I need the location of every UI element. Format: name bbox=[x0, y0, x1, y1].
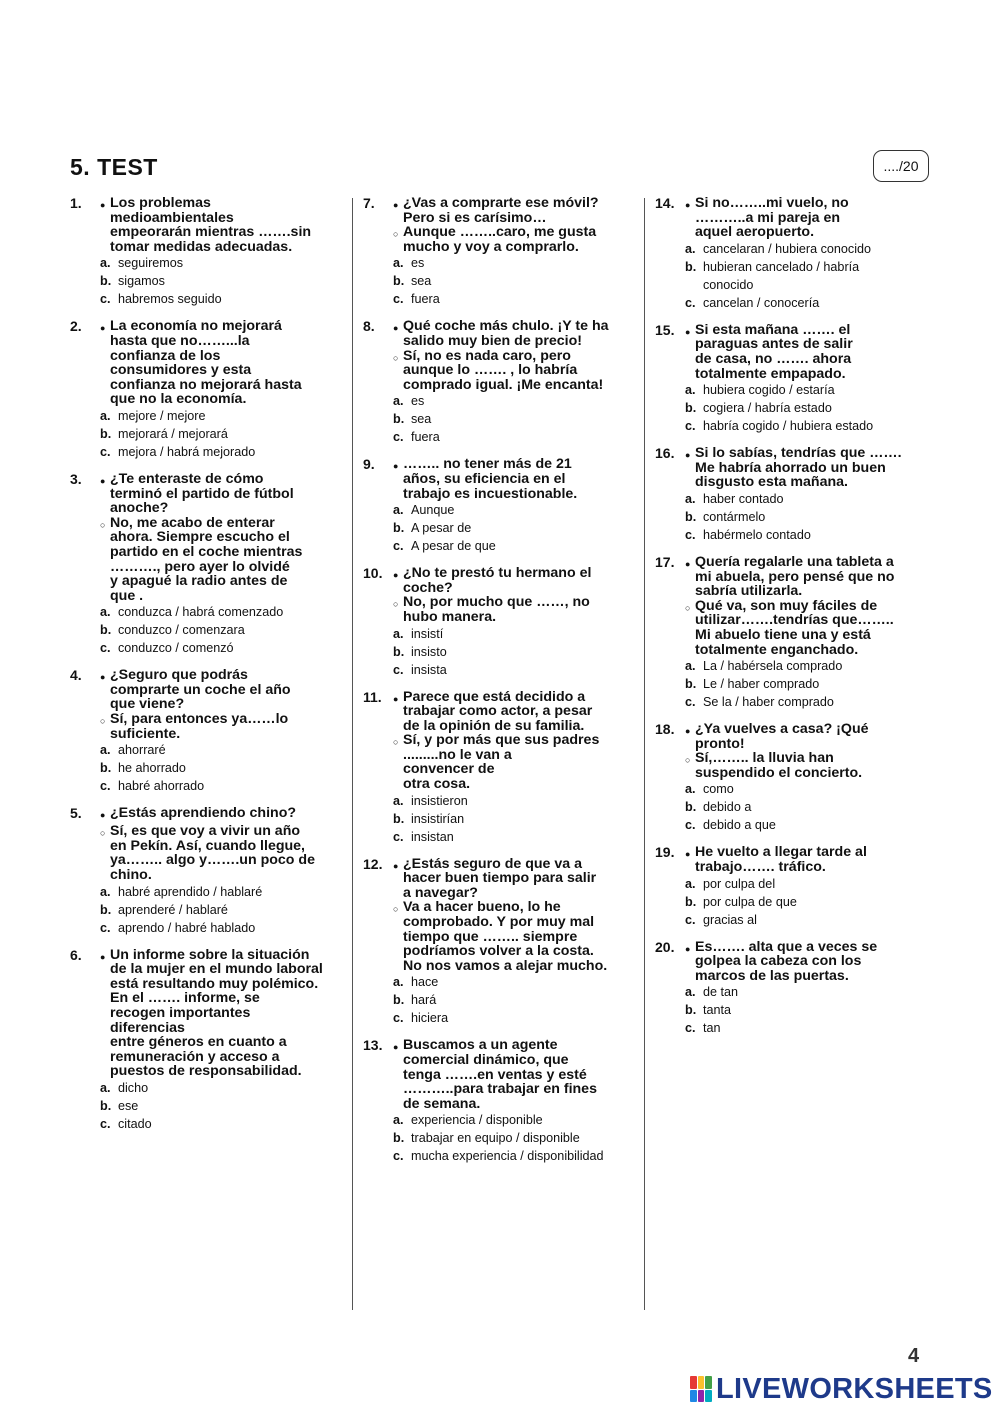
option-letter: a. bbox=[393, 793, 404, 808]
option-text: contármelo bbox=[703, 509, 766, 524]
question-item bbox=[363, 857, 638, 1028]
speaker-bullet-icon: ● bbox=[100, 672, 106, 683]
option-text: he ahorrado bbox=[118, 761, 186, 776]
answer-option[interactable] bbox=[100, 919, 342, 937]
answer-option[interactable] bbox=[100, 901, 342, 919]
option-letter: a. bbox=[100, 256, 111, 271]
answer-option[interactable] bbox=[685, 780, 930, 798]
reply-circle-icon: ○ bbox=[393, 904, 399, 915]
question-number: 20. bbox=[655, 938, 675, 955]
question-text: Quería regalarle una tableta a mi abuela, pero pensé que no sabría utilizarla. bbox=[695, 553, 895, 600]
option-letter: a. bbox=[100, 884, 111, 899]
option-letter: c. bbox=[100, 920, 111, 935]
option-text: insistí bbox=[411, 626, 444, 641]
answer-option[interactable] bbox=[393, 410, 638, 428]
option-text: tanta bbox=[703, 1003, 732, 1018]
speaker-bullet-icon: ● bbox=[100, 810, 106, 821]
answer-option[interactable] bbox=[393, 973, 638, 991]
option-text: dicho bbox=[118, 1080, 149, 1095]
question-item bbox=[70, 196, 342, 308]
question-text: La economía no mejorará hasta que no……...la confianza de los consumidores y esta confianza no mejorará hasta que no la economía. bbox=[110, 318, 302, 408]
question-number: 10. bbox=[363, 565, 383, 582]
option-letter: b. bbox=[100, 623, 112, 638]
option-text: cogiera / habría estado bbox=[703, 401, 832, 416]
question-number: 11. bbox=[363, 688, 382, 705]
question-number: 6. bbox=[70, 946, 82, 963]
option-letter: a. bbox=[393, 256, 404, 271]
question-text: Es……. alta que a veces se golpea la cabeza con los marcos de las puertas. bbox=[695, 938, 878, 984]
answer-option[interactable] bbox=[100, 639, 342, 657]
option-letter: b. bbox=[393, 644, 405, 659]
option-letter: c. bbox=[685, 295, 696, 310]
speaker-bullet-icon: ● bbox=[393, 860, 399, 871]
answer-option[interactable] bbox=[393, 1129, 638, 1147]
question-number: 15. bbox=[655, 321, 675, 338]
answer-option[interactable] bbox=[393, 254, 638, 272]
answer-option[interactable] bbox=[685, 798, 930, 816]
question-text: Qué va, son muy fáciles de utilizar…….tendrías que…….. Mi abuelo tiene una y está totalmente enganchado. bbox=[695, 597, 894, 658]
question-item bbox=[70, 668, 342, 795]
question-text: Va a hacer bueno, lo he comprobado. Y por muy mal tiempo que …….. siempre podríamos volver a la costa. No nos vamos a alejar mucho. bbox=[403, 899, 608, 974]
option-letter: c. bbox=[100, 292, 111, 307]
question-text: ¿Estás seguro de que va a hacer buen tiempo para salir a navegar? bbox=[403, 855, 597, 901]
option-letter: c. bbox=[100, 1116, 111, 1131]
option-text: seguiremos bbox=[118, 256, 184, 271]
option-letter: c. bbox=[100, 779, 111, 794]
question-text: ¿Vas a comprarte ese móvil? Pero si es carísimo… bbox=[403, 195, 599, 226]
option-text: insistan bbox=[411, 829, 454, 844]
score-box: ..../20 bbox=[873, 150, 929, 182]
question-column-1 bbox=[70, 196, 342, 1144]
question-text: Si esta mañana ……. el paraguas antes de salir de casa, no ……. ahora totalmente empapado. bbox=[695, 321, 853, 382]
option-text: trabajar en equipo / disponible bbox=[411, 1131, 580, 1146]
answer-option[interactable] bbox=[100, 759, 342, 777]
option-text: aprenderé / hablaré bbox=[118, 902, 228, 917]
reply-circle-icon: ○ bbox=[393, 599, 399, 610]
option-text: mejorará / mejorará bbox=[118, 426, 228, 441]
answer-option[interactable] bbox=[685, 258, 930, 294]
option-letter: c. bbox=[685, 419, 696, 434]
question-number: 8. bbox=[363, 318, 375, 335]
question-text: Sí,…….. la lluvia han suspendido el concierto. bbox=[695, 750, 863, 781]
question-item bbox=[70, 472, 342, 657]
option-text: fuera bbox=[411, 292, 440, 307]
option-text: habré ahorrado bbox=[118, 779, 205, 794]
option-letter: a. bbox=[685, 241, 696, 256]
option-text: hace bbox=[411, 975, 439, 990]
answer-option[interactable] bbox=[685, 983, 930, 1001]
option-text: es bbox=[411, 394, 425, 409]
option-text: hiciera bbox=[411, 1011, 449, 1026]
option-text: habremos seguido bbox=[118, 292, 222, 307]
answer-option[interactable] bbox=[685, 399, 930, 417]
question-item bbox=[363, 457, 638, 555]
question-text: Qué coche más chulo. ¡Y te ha salido muy bien de precio! bbox=[403, 318, 609, 349]
question-text: Sí, no es nada caro, pero aunque lo ……. , lo habría comprado igual. ¡Me encanta! bbox=[403, 347, 604, 393]
option-text: debido a que bbox=[703, 818, 776, 833]
question-item bbox=[363, 690, 638, 846]
option-letter: a. bbox=[393, 626, 404, 641]
option-text: es bbox=[411, 256, 425, 271]
option-text: cancelan / conocería bbox=[703, 295, 820, 310]
option-letter: a. bbox=[393, 1113, 404, 1128]
answer-option[interactable] bbox=[100, 272, 342, 290]
question-text: ¿Te enteraste de cómo terminó el partido de fútbol anoche? bbox=[110, 470, 294, 517]
option-text: Aunque bbox=[411, 503, 455, 518]
option-letter: a. bbox=[685, 876, 696, 891]
question-number: 7. bbox=[363, 195, 375, 211]
answer-option[interactable] bbox=[393, 519, 638, 537]
option-text: Se la / haber comprado bbox=[703, 695, 834, 710]
option-text: aprendo / habré hablado bbox=[118, 920, 256, 935]
answer-option[interactable] bbox=[685, 875, 930, 893]
option-letter: c. bbox=[685, 1021, 696, 1036]
option-text: La / habérsela comprado bbox=[703, 659, 843, 674]
option-letter: c. bbox=[393, 539, 404, 554]
question-text: He vuelto a llegar tarde al trabajo……. tráfico. bbox=[695, 844, 867, 876]
question-item bbox=[655, 940, 930, 1038]
option-text: de tan bbox=[703, 985, 739, 1000]
question-item bbox=[70, 948, 342, 1133]
answer-option[interactable] bbox=[685, 893, 930, 911]
option-letter: b. bbox=[393, 811, 405, 826]
reply-circle-icon: ○ bbox=[685, 755, 691, 766]
option-letter: a. bbox=[100, 408, 111, 423]
answer-option[interactable] bbox=[100, 407, 342, 425]
option-letter: b. bbox=[100, 426, 112, 441]
logo-square bbox=[705, 1376, 712, 1389]
logo-text: LIVEWORKSHEETS bbox=[716, 1372, 993, 1405]
answer-option[interactable] bbox=[685, 1019, 930, 1037]
option-text: conduzco / comenzara bbox=[118, 623, 245, 638]
option-text: como bbox=[703, 782, 734, 797]
page-number: 4 bbox=[908, 1345, 920, 1367]
option-text: experiencia / disponible bbox=[411, 1113, 543, 1128]
reply-circle-icon: ○ bbox=[100, 828, 106, 839]
option-letter: b. bbox=[393, 521, 405, 536]
option-letter: b. bbox=[100, 761, 112, 776]
answer-option[interactable] bbox=[393, 643, 638, 661]
answer-option[interactable] bbox=[100, 443, 342, 461]
column-divider bbox=[352, 198, 353, 1310]
answer-option[interactable] bbox=[100, 425, 342, 443]
question-number: 1. bbox=[70, 195, 82, 211]
question-text: ¿Estás aprendiendo chino? bbox=[110, 805, 297, 822]
logo-square bbox=[690, 1376, 697, 1389]
option-letter: c. bbox=[100, 444, 111, 459]
reply-circle-icon: ○ bbox=[393, 229, 399, 240]
question-item bbox=[655, 323, 930, 435]
option-text: tan bbox=[703, 1021, 721, 1036]
speaker-bullet-icon: ● bbox=[685, 200, 691, 210]
option-letter: a. bbox=[393, 503, 404, 518]
option-text: conduzca / habrá comenzado bbox=[118, 605, 284, 620]
speaker-bullet-icon: ● bbox=[100, 323, 106, 334]
speaker-bullet-icon: ● bbox=[393, 200, 399, 210]
question-item bbox=[70, 319, 342, 461]
question-number: 19. bbox=[655, 844, 675, 861]
answer-option[interactable] bbox=[393, 501, 638, 519]
answer-option[interactable] bbox=[685, 911, 930, 929]
option-letter: b. bbox=[685, 259, 697, 274]
option-text: insisto bbox=[411, 644, 447, 659]
reply-circle-icon: ○ bbox=[393, 737, 399, 748]
option-letter: c. bbox=[685, 818, 696, 833]
option-letter: a. bbox=[100, 605, 111, 620]
option-text: debido a bbox=[703, 800, 752, 815]
question-column-2 bbox=[363, 196, 638, 1176]
question-number: 14. bbox=[655, 195, 675, 211]
answer-option[interactable] bbox=[393, 625, 638, 643]
question-text: Sí, y por más que sus padres .........no le van a convencer de otra cosa. bbox=[403, 732, 600, 793]
option-letter: b. bbox=[393, 993, 405, 1008]
answer-option[interactable] bbox=[393, 392, 638, 410]
option-text: fuera bbox=[411, 430, 440, 445]
option-text: conduzco / comenzó bbox=[118, 641, 234, 656]
speaker-bullet-icon: ● bbox=[100, 475, 106, 486]
option-text: insistieron bbox=[411, 793, 468, 808]
answer-option[interactable] bbox=[393, 810, 638, 828]
answer-option[interactable] bbox=[100, 621, 342, 639]
answer-option[interactable] bbox=[393, 537, 638, 555]
answer-option[interactable] bbox=[685, 240, 930, 258]
option-text: sea bbox=[411, 274, 432, 289]
speaker-bullet-icon: ● bbox=[685, 726, 691, 737]
question-item bbox=[363, 319, 638, 446]
question-item bbox=[655, 845, 930, 928]
logo-mark-icon bbox=[690, 1376, 712, 1402]
option-text: insista bbox=[411, 662, 447, 677]
answer-option[interactable] bbox=[100, 883, 342, 901]
option-letter: b. bbox=[393, 1131, 405, 1146]
answer-option[interactable] bbox=[393, 991, 638, 1009]
answer-option[interactable] bbox=[685, 508, 930, 526]
speaker-bullet-icon: ● bbox=[100, 951, 106, 962]
answer-option[interactable] bbox=[393, 272, 638, 290]
option-letter: a. bbox=[685, 985, 696, 1000]
speaker-bullet-icon: ● bbox=[685, 943, 691, 954]
reply-circle-icon: ○ bbox=[100, 716, 106, 727]
answer-option[interactable] bbox=[393, 792, 638, 810]
answer-option[interactable] bbox=[685, 381, 930, 399]
option-text: habré aprendido / hablaré bbox=[118, 884, 263, 899]
option-text: A pesar de que bbox=[411, 539, 496, 554]
question-number: 12. bbox=[363, 855, 383, 872]
reply-circle-icon: ○ bbox=[100, 519, 106, 530]
question-number: 17. bbox=[655, 553, 675, 570]
option-text: hará bbox=[411, 993, 437, 1008]
speaker-bullet-icon: ● bbox=[393, 461, 399, 472]
speaker-bullet-icon: ● bbox=[393, 323, 399, 334]
speaker-bullet-icon: ● bbox=[685, 450, 691, 461]
answer-option[interactable] bbox=[393, 1147, 638, 1165]
option-text: sea bbox=[411, 412, 432, 427]
option-letter: b. bbox=[685, 1003, 697, 1018]
answer-option[interactable] bbox=[685, 1001, 930, 1019]
answer-option[interactable] bbox=[100, 254, 342, 272]
option-text: Le / haber comprado bbox=[703, 677, 820, 692]
option-text: habérmelo contado bbox=[703, 527, 811, 542]
option-letter: c. bbox=[393, 430, 404, 445]
option-letter: b. bbox=[100, 274, 112, 289]
question-text: Si no……..mi vuelo, no ………..a mi pareja en aquel aeropuerto. bbox=[695, 195, 849, 241]
question-item bbox=[363, 196, 638, 308]
question-number: 2. bbox=[70, 318, 82, 335]
question-column-3 bbox=[655, 196, 930, 1048]
option-letter: a. bbox=[100, 1080, 111, 1095]
question-text: Sí, es que voy a vivir un año en Pekín. Así, cuando llegue, ya…….. algo y…….un poco de chino. bbox=[110, 823, 315, 884]
question-item bbox=[363, 1038, 638, 1165]
question-text: ¿No te prestó tu hermano el coche? bbox=[403, 565, 592, 596]
question-number: 3. bbox=[70, 470, 82, 487]
column-divider bbox=[644, 198, 645, 1310]
question-text: Buscamos a un agente comercial dinámico, que tenga …….en ventas y esté ………..para trabajar en fines de semana. bbox=[403, 1037, 597, 1112]
option-text: A pesar de bbox=[411, 521, 472, 536]
option-letter: b. bbox=[393, 274, 405, 289]
answer-option[interactable] bbox=[393, 428, 638, 446]
question-text: Sí, para entonces ya……lo suficiente. bbox=[110, 711, 289, 742]
question-item bbox=[655, 555, 930, 711]
answer-option[interactable] bbox=[100, 603, 342, 621]
speaker-bullet-icon: ● bbox=[393, 570, 399, 581]
answer-option[interactable] bbox=[685, 294, 930, 312]
question-text: No, por mucho que ……, no hubo manera. bbox=[403, 594, 590, 625]
option-text: por culpa del bbox=[703, 876, 776, 891]
option-text: hubieran cancelado / habría conocido bbox=[703, 259, 860, 292]
option-text: por culpa de que bbox=[703, 894, 797, 909]
option-letter: a. bbox=[685, 782, 696, 797]
option-letter: b. bbox=[685, 401, 697, 416]
page-title: 5. TEST bbox=[70, 154, 158, 180]
option-text: gracias al bbox=[703, 912, 757, 927]
option-text: habría cogido / hubiera estado bbox=[703, 419, 874, 434]
option-letter: b. bbox=[100, 1098, 112, 1113]
question-text: ¿Ya vuelves a casa? ¡Qué pronto! bbox=[695, 721, 869, 752]
question-item bbox=[363, 566, 638, 678]
option-text: mejore / mejore bbox=[118, 408, 206, 423]
logo-square bbox=[705, 1390, 712, 1403]
answer-option[interactable] bbox=[685, 693, 930, 711]
question-number: 9. bbox=[363, 456, 375, 473]
question-item bbox=[655, 196, 930, 312]
question-text: Los problemas medioambientales empeorarán mientras …….sin tomar medidas adecuadas. bbox=[110, 195, 312, 255]
answer-option[interactable] bbox=[393, 1111, 638, 1129]
option-letter: c. bbox=[100, 641, 111, 656]
question-item bbox=[655, 722, 930, 834]
answer-option[interactable] bbox=[100, 1115, 342, 1133]
answer-option[interactable] bbox=[685, 490, 930, 508]
option-letter: b. bbox=[685, 800, 697, 815]
option-letter: c. bbox=[393, 292, 404, 307]
question-number: 13. bbox=[363, 1037, 383, 1054]
option-text: hubiera cogido / estaría bbox=[703, 383, 835, 398]
question-number: 18. bbox=[655, 721, 675, 738]
answer-option[interactable] bbox=[100, 741, 342, 759]
speaker-bullet-icon: ● bbox=[393, 1042, 399, 1053]
question-text: Parece que está decidido a trabajar como actor, a pesar de la opinión de su familia. bbox=[403, 688, 593, 734]
option-letter: b. bbox=[685, 509, 697, 524]
option-letter: c. bbox=[393, 1011, 404, 1026]
question-number: 4. bbox=[70, 667, 82, 684]
option-text: haber contado bbox=[703, 491, 784, 506]
logo-square bbox=[698, 1376, 705, 1389]
option-text: sigamos bbox=[118, 274, 165, 289]
speaker-bullet-icon: ● bbox=[100, 200, 106, 210]
logo-square bbox=[698, 1390, 705, 1403]
question-text: Un informe sobre la situación de la mujer en el mundo laboral está resultando muy polémico. En el ……. informe, se recogen importantes diferencias entre géneros en cuanto a remuneración y acceso a puestos de responsabilidad. bbox=[110, 946, 323, 1080]
option-letter: c. bbox=[393, 829, 404, 844]
answer-option[interactable] bbox=[393, 1009, 638, 1027]
liveworksheets-logo bbox=[690, 1371, 993, 1407]
question-text: Aunque ……..caro, me gusta mucho y voy a comprarlo. bbox=[403, 224, 597, 255]
logo-square bbox=[690, 1390, 697, 1403]
option-letter: a. bbox=[393, 394, 404, 409]
speaker-bullet-icon: ● bbox=[685, 558, 691, 569]
answer-option[interactable] bbox=[685, 417, 930, 435]
option-letter: a. bbox=[685, 491, 696, 506]
option-letter: c. bbox=[393, 662, 404, 677]
option-text: ahorraré bbox=[118, 743, 166, 758]
option-text: cancelaran / hubiera conocido bbox=[703, 241, 872, 256]
option-text: mejora / habrá mejorado bbox=[118, 444, 256, 459]
option-text: mucha experiencia / disponibilidad bbox=[411, 1149, 604, 1164]
option-letter: c. bbox=[685, 912, 696, 927]
answer-option[interactable] bbox=[685, 526, 930, 544]
speaker-bullet-icon: ● bbox=[685, 849, 691, 860]
question-text: Si lo sabías, tendrías que ……. Me habría ahorrado un buen disgusto esta mañana. bbox=[695, 445, 902, 491]
option-letter: a. bbox=[393, 975, 404, 990]
option-letter: b. bbox=[685, 894, 697, 909]
option-text: insistirían bbox=[411, 811, 465, 826]
option-letter: b. bbox=[685, 677, 697, 692]
speaker-bullet-icon: ● bbox=[685, 326, 691, 337]
question-text: …….. no tener más de 21 años, su eficiencia en el trabajo es incuestionable. bbox=[403, 456, 578, 502]
option-text: citado bbox=[118, 1116, 152, 1131]
option-letter: c. bbox=[685, 695, 696, 710]
question-number: 5. bbox=[70, 805, 82, 822]
answer-option[interactable] bbox=[685, 675, 930, 693]
question-item bbox=[70, 806, 342, 936]
answer-option[interactable] bbox=[685, 816, 930, 834]
question-text: No, me acabo de enterar ahora. Siempre escucho el partido en el coche mientras ………., pero ayer lo olvidé y apagué la radio antes de que . bbox=[110, 514, 303, 604]
speaker-bullet-icon: ● bbox=[393, 693, 399, 704]
answer-option[interactable] bbox=[393, 828, 638, 846]
answer-option[interactable] bbox=[100, 1097, 342, 1115]
question-item bbox=[655, 446, 930, 544]
answer-option[interactable] bbox=[100, 777, 342, 795]
option-letter: c. bbox=[393, 1149, 404, 1164]
option-letter: a. bbox=[685, 383, 696, 398]
question-number: 16. bbox=[655, 445, 675, 462]
option-text: ese bbox=[118, 1098, 139, 1113]
reply-circle-icon: ○ bbox=[393, 352, 399, 363]
answer-option[interactable] bbox=[393, 290, 638, 308]
option-letter: a. bbox=[100, 743, 111, 758]
answer-option[interactable] bbox=[100, 1079, 342, 1097]
option-letter: b. bbox=[393, 412, 405, 427]
option-letter: c. bbox=[685, 527, 696, 542]
answer-option[interactable] bbox=[393, 661, 638, 679]
option-letter: a. bbox=[685, 659, 696, 674]
option-letter: b. bbox=[100, 902, 112, 917]
question-text: ¿Seguro que podrás comprarte un coche el año que viene? bbox=[110, 667, 291, 713]
reply-circle-icon: ○ bbox=[685, 602, 691, 613]
answer-option[interactable] bbox=[685, 657, 930, 675]
answer-option[interactable] bbox=[100, 290, 342, 308]
